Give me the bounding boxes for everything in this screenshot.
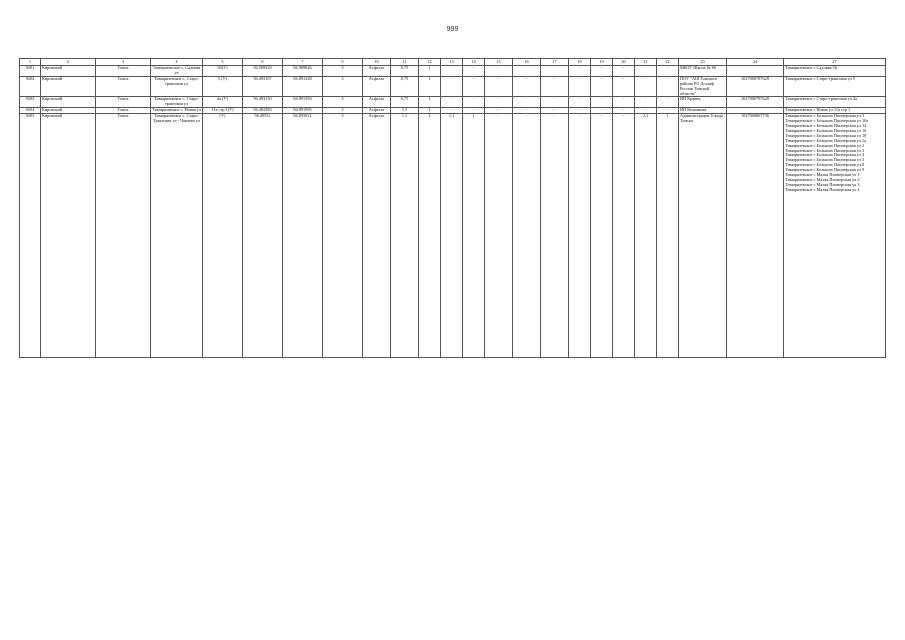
column-header: 9	[323, 59, 363, 66]
table-cell: 11а стр 1(У)	[203, 108, 243, 114]
table-cell: Тимирязевское с Садовая 56	[784, 66, 886, 77]
table-cell: -	[513, 114, 541, 358]
table-cell: -	[635, 97, 657, 108]
table-cell: Асфальт	[363, 76, 391, 97]
table-cell: -	[485, 97, 513, 108]
table-cell: Асфальт	[363, 108, 391, 114]
address-line: Тимирязевское с Больших Пионерская ул 18	[785, 132, 867, 138]
address-line: Тимирязевское с Больших Пионерская ул 9	[785, 167, 865, 173]
table-cell: -	[513, 97, 541, 108]
table-cell: -	[541, 114, 569, 358]
table-cell: Тимирязевское с, Старо-Трактовая ул - Чапаева ул	[151, 114, 203, 358]
table-cell: Кировский	[41, 76, 96, 97]
table-cell: 2	[419, 114, 441, 358]
column-header: 23	[679, 59, 727, 66]
table-cell: Томск	[96, 97, 151, 108]
address-line: Тимирязевское с Малая Пионерская ул 3	[785, 181, 860, 187]
table-cell: МБОУ Школа № 66	[679, 66, 727, 77]
column-header: 11	[391, 59, 419, 66]
table-cell: Кировский	[41, 114, 96, 358]
table-cell: 56.509329	[243, 66, 283, 77]
table-cell: -	[485, 114, 513, 358]
table-cell: -	[635, 108, 657, 114]
table-cell: -	[591, 76, 613, 97]
table-cell: 1,1	[391, 108, 419, 114]
table-cell: 56.493107	[243, 76, 283, 97]
table-cell: 1	[419, 66, 441, 77]
table-cell: 9205	[20, 114, 41, 358]
table-cell: 0,75	[391, 76, 419, 97]
table-cell: 56(У)	[203, 66, 243, 77]
table-cell: Кировский	[41, 66, 96, 77]
table-cell: Администрация Города Томска	[679, 114, 727, 358]
table-cell: -	[541, 76, 569, 97]
table-cell: Тимирязевское с, Старо-трактовая ул	[151, 76, 203, 97]
table-cell: -	[569, 108, 591, 114]
table-row	[20, 76, 886, 97]
table-cell: -	[569, 114, 591, 358]
address-line: Тимирязевское с Больших Пионерская ул 2	[785, 142, 865, 148]
table-cell: Асфальт	[363, 66, 391, 77]
table-cell: 9203	[20, 97, 41, 108]
column-header: 12	[419, 59, 441, 66]
table-cell: 2,1	[635, 114, 657, 358]
column-header: 27	[784, 59, 886, 66]
table-cell	[441, 66, 463, 77]
table-cell: Тимирязевское с Новая ул 11а стр 1	[784, 108, 886, 114]
address-line: Тимирязевское с Больших Пионерская ул 4	[785, 152, 865, 158]
table-cell: 1027000787628	[727, 97, 784, 108]
table-cell: 1,1	[441, 114, 463, 358]
table-cell: 3	[323, 76, 363, 97]
table-cell: -	[541, 108, 569, 114]
address-line: Тимирязевское с Больших Пионерская ул 5	[785, 157, 865, 163]
table-cell: ИП Кравец	[679, 97, 727, 108]
table-cell: -	[657, 66, 679, 77]
table-cell: Томск	[96, 114, 151, 358]
table-cell: Тимирязевское с Старо-трактовая ул 4а	[784, 97, 886, 108]
table-cell: 1,1	[391, 114, 419, 358]
table-cell: Тимирязевское с, Садовая ул	[151, 66, 203, 77]
table-cell: 5 (У)	[203, 76, 243, 97]
column-header: 16	[513, 59, 541, 66]
table-cell: -	[463, 66, 485, 77]
address-line: Тимирязевское с Больших Пионерская ул 14	[785, 122, 867, 128]
table-cell: -	[657, 108, 679, 114]
table-cell: 1	[463, 114, 485, 358]
table-cell: -	[613, 66, 635, 77]
table-cell: -	[441, 97, 463, 108]
table-cell: -	[613, 114, 635, 358]
table-cell: 3	[323, 66, 363, 77]
table-cell: -	[591, 114, 613, 358]
table-cell	[784, 114, 886, 358]
table-cell: 56,49551	[243, 114, 283, 358]
table-cell: 3	[323, 97, 363, 108]
table-cell: -	[657, 97, 679, 108]
table-cell	[513, 66, 541, 77]
table-cell: -	[485, 108, 513, 114]
table-cell: -	[613, 108, 635, 114]
column-header: 3	[96, 59, 151, 66]
table-cell: 9204	[20, 108, 41, 114]
address-line: Тимирязевское с Малая Пионерская ул 4	[785, 186, 860, 192]
table-cell: 84,893921	[283, 114, 323, 358]
table-cell: -	[613, 76, 635, 97]
table-cell: Кировский	[41, 108, 96, 114]
table-cell: Тимирязевское с, Старо-трактовая ул	[151, 97, 203, 108]
table-cell: -	[591, 97, 613, 108]
address-line: Тимирязевское с Больших Пионерская ул 16	[785, 127, 867, 133]
table-cell: 1027000867736	[727, 114, 784, 358]
table-cell: 4а (У)	[203, 97, 243, 108]
table-cell: -	[513, 108, 541, 114]
table-cell: Тимирязевское с, Новая ул	[152, 107, 201, 113]
column-header: 19	[591, 59, 613, 66]
column-header: 7	[283, 59, 323, 66]
column-header: 2	[41, 59, 96, 66]
table-cell: 3	[323, 108, 363, 114]
address-line: Тимирязевское с Больших Пионерская ул 1	[785, 113, 865, 119]
table-body	[20, 66, 886, 358]
table-cell: 84.891393	[283, 97, 323, 108]
table-cell: (У)	[203, 114, 243, 358]
table-cell: 9202	[20, 76, 41, 97]
address-line: Тимирязевское с Малая Пионерская ул 1	[785, 172, 860, 178]
table-cell: 1	[657, 114, 679, 358]
table-cell: 84.891995	[283, 108, 323, 114]
table-cell: 1	[419, 108, 441, 114]
table-cell: -	[463, 76, 485, 97]
table-cell: 56.492383	[243, 108, 283, 114]
table-cell: -	[613, 97, 635, 108]
table-cell: 0,75	[391, 97, 419, 108]
table-cell: -	[635, 66, 657, 77]
table-row	[20, 114, 886, 358]
column-header: 18	[569, 59, 591, 66]
table-cell: -	[463, 97, 485, 108]
column-header: 6	[243, 59, 283, 66]
table-cell: -	[569, 66, 591, 77]
table-cell: -	[541, 97, 569, 108]
column-header: 21	[635, 59, 657, 66]
address-line: Тимирязевское с Больших Пионерская ул 3	[785, 147, 865, 153]
column-header: 14	[463, 59, 485, 66]
table-row	[20, 97, 886, 108]
column-header: 1	[20, 59, 41, 66]
table-cell: ИП Колпакова	[679, 108, 727, 114]
table-cell: 1027000787628	[727, 76, 784, 97]
table-cell: -	[657, 76, 679, 97]
address-line: Тимирязевское с Больших Пионерская ул 1а	[785, 137, 867, 143]
column-header: 17	[541, 59, 569, 66]
table-cell: 84.891328	[283, 76, 323, 97]
table-cell: 9201	[20, 66, 41, 77]
table-cell: 56.493150	[243, 97, 283, 108]
table-header	[20, 59, 886, 66]
column-header: 13	[441, 59, 463, 66]
table-cell: Томск	[96, 66, 151, 77]
table-cell: -	[441, 108, 463, 114]
table-row	[20, 66, 886, 77]
table-cell: -	[569, 76, 591, 97]
column-header: 24	[727, 59, 784, 66]
table-cell	[541, 66, 569, 77]
registry-table	[19, 58, 886, 358]
page-number: 999	[446, 26, 459, 33]
table-cell: 1	[419, 97, 441, 108]
table-cell: -	[513, 76, 541, 97]
table-cell: -	[591, 66, 613, 77]
table-cell: -	[463, 108, 485, 114]
table-cell: 0,75	[391, 66, 419, 77]
header-row	[20, 59, 886, 66]
column-header: 15	[485, 59, 513, 66]
table-cell: Томск	[96, 108, 151, 114]
table-cell: -	[485, 66, 513, 77]
table-cell: 1	[419, 76, 441, 97]
table-cell: Тимирязевское с Старо-трактовая ул 5	[784, 76, 886, 97]
column-header: 4	[151, 59, 203, 66]
table-cell: Асфальт	[363, 114, 391, 358]
table-cell	[727, 66, 784, 77]
column-header: 10	[363, 59, 391, 66]
table-cell: 84.989846	[283, 66, 323, 77]
table-cell: 3	[323, 114, 363, 358]
column-header: 5	[203, 59, 243, 66]
column-header: 20	[613, 59, 635, 66]
table-cell: -	[591, 108, 613, 114]
table-cell: -	[569, 97, 591, 108]
address-line: Тимирязевское с Малая Пионерская ул 2	[785, 176, 860, 182]
table-cell: Кировский	[41, 97, 96, 108]
column-header: 22	[657, 59, 679, 66]
address-line: Тимирязевское с Больших Пионерская ул 10а	[785, 118, 869, 124]
address-line: Тимирязевское с Больших Пионерская ул 8	[785, 162, 865, 168]
table-cell: -	[441, 76, 463, 97]
table-cell: Асфальт	[363, 97, 391, 108]
table-cell: ПОУ "АШ Томского района РО Досааф России Томской области"	[679, 76, 727, 97]
table-cell: Томск	[96, 76, 151, 97]
table-cell: -	[635, 76, 657, 97]
table-cell: -	[485, 76, 513, 97]
